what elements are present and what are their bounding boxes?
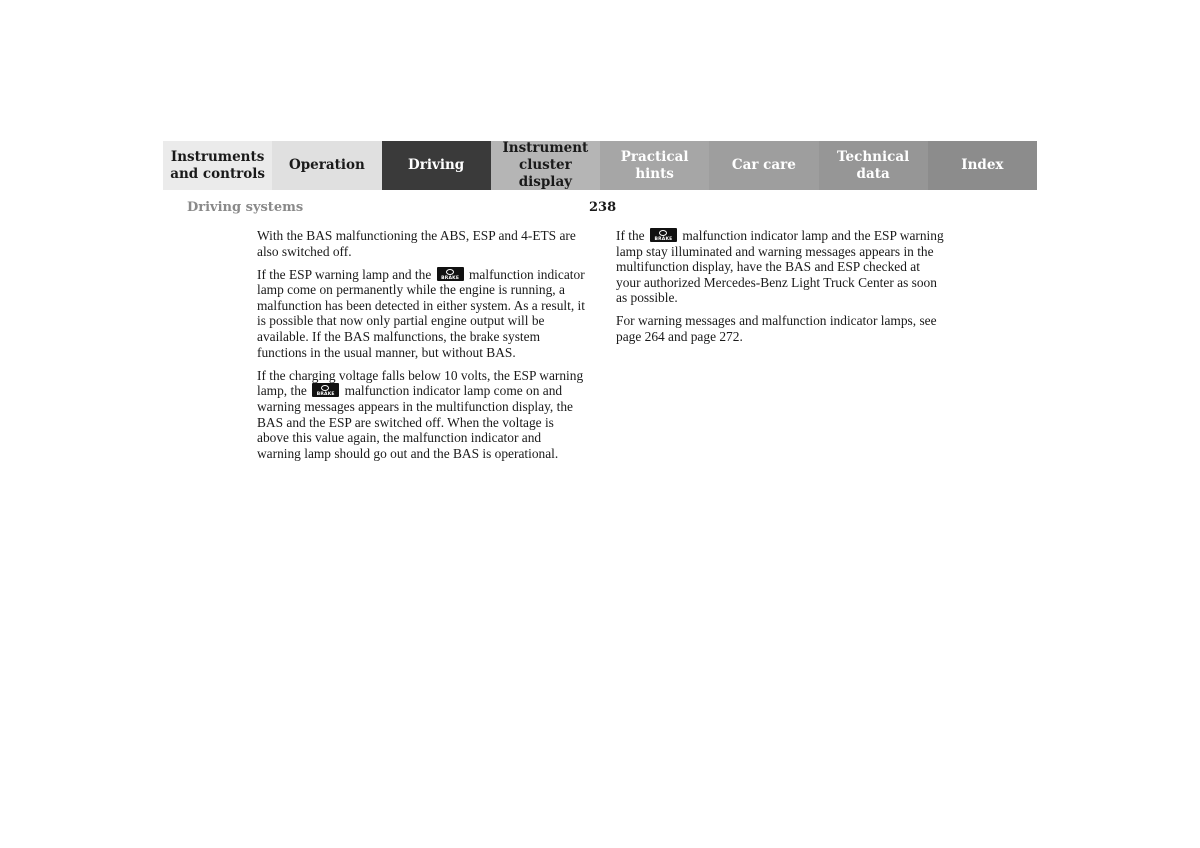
tab-practical-hints[interactable]: Practical hints <box>600 141 709 190</box>
tab-car-care[interactable]: Car care <box>709 141 818 190</box>
section-nav <box>163 141 1037 190</box>
tab-driving[interactable]: Driving <box>382 141 491 190</box>
paragraph <box>257 267 587 361</box>
paragraph-text: If the <box>616 228 645 243</box>
paragraph-text: If the ESP warning lamp and the <box>257 266 432 282</box>
paragraph <box>616 228 946 306</box>
paragraph-text: For warning messages and malfunction indicator lamps, see page 264 and page 272. <box>616 313 937 345</box>
tab-instrument-cluster-display[interactable]: Instrument cluster display <box>491 141 600 190</box>
paragraph-text: malfunction indicator lamp come on and warning messages appears in the multifunction display, the BAS and the ESP are switched off. When the voltage is above this value again, the malfunction indicator and warning lamp should go out and the BAS is operational. <box>257 383 573 461</box>
paragraph <box>616 313 946 344</box>
paragraph-text: malfunction indicator lamp come on permanently while the engine is running, a malfunction has been detected in either system. As a result, it is possible that now only partial engine output will be available. If the BAS malfunctions, the brake system functions in the usual manner, but without BAS. <box>257 266 585 360</box>
paragraph <box>257 228 587 259</box>
brake-warning-icon <box>312 383 339 397</box>
left-column <box>257 228 587 469</box>
paragraph-text: malfunction indicator lamp and the ESP warning lamp stay illuminated and warning messages appears in the multifunction display, have the BAS and ESP checked at your authorized Mercedes-Benz Light Truck Center as soon as possible. <box>616 228 944 306</box>
tab-technical-data[interactable]: Technical data <box>819 141 928 190</box>
paragraph-text: With the BAS malfunctioning the ABS, ESP and 4-ETS are also switched off. <box>257 228 576 259</box>
brake-warning-icon <box>437 267 464 281</box>
paragraph <box>257 368 587 462</box>
section-title: Driving systems <box>187 200 304 215</box>
paragraph-text: If the charging voltage falls below 10 volts, the ESP warning lamp, the <box>257 367 584 399</box>
brake-warning-icon <box>650 228 677 242</box>
right-column <box>616 228 946 352</box>
tab-index[interactable]: Index <box>928 141 1037 190</box>
tab-operation[interactable]: Operation <box>272 141 381 190</box>
page-number: 238 <box>589 200 617 215</box>
tab-instruments-and-controls[interactable]: Instruments and controls <box>163 141 272 190</box>
